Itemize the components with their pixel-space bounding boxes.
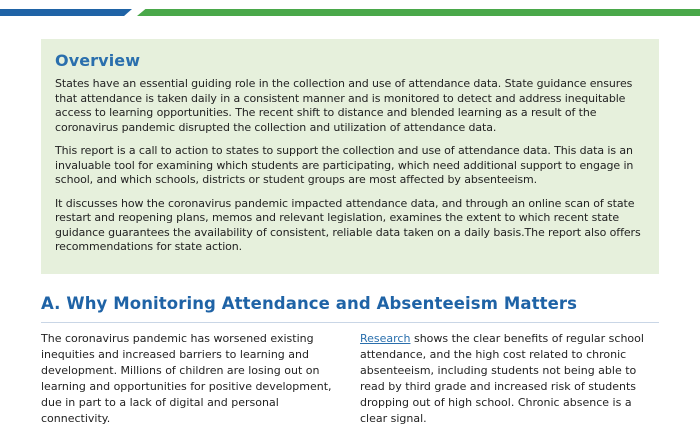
header-accent-bar <box>0 9 700 16</box>
research-link[interactable]: Research <box>360 332 411 345</box>
section-divider <box>41 322 659 323</box>
section-a-left-column <box>41 331 337 427</box>
overview-paragraph-3: It discusses how the coronavirus pandemic impacted attendance data, and through an online scan of state restart and reopening plans, memos and relevant legislation, examines the extent to which recent state guidance guarantees the availability of consistent, reliable data taken on a daily basis.The report also offers recommendations for state action. <box>55 196 641 253</box>
section-a-left-text: The coronavirus pandemic has worsened existing inequities and increased barriers to learning and development. Millions of children are losing out on learning and opportunities for positive development, due in part to a lack of digital and personal connectivity. <box>41 332 332 425</box>
accent-bar-blue <box>0 9 132 16</box>
section-a-right-column <box>360 331 660 427</box>
accent-bar-green <box>137 9 700 16</box>
overview-paragraph-2: This report is a call to action to states to support the collection and use of attendance data. This data is an invaluable tool for examining which students are participating, which need additional support to engage in school, and which schools, districts or student groups are most affected by absenteeism. <box>55 144 634 186</box>
section-a-heading: A. Why Monitoring Attendance and Absenteeism Matters <box>41 294 578 313</box>
overview-box <box>41 39 659 274</box>
overview-paragraph-1: States have an essential guiding role in the collection and use of attendance data. State guidance ensures that attendance is taken daily in a consistent manner and is monitored to detect and address inequitable access to learning opportunities. The recent shift to distance and blended learning as a result of the coronavirus pandemic disrupted the collection and utilization of attendance data. <box>55 77 633 134</box>
overview-title: Overview <box>55 51 141 70</box>
section-a-right-text: shows the clear benefits of regular school attendance, and the high cost related to chronic absenteeism, including students not being able to read by third grade and increased risk of students dropping out of high school. Chronic absence is a clear signal. <box>360 332 644 425</box>
